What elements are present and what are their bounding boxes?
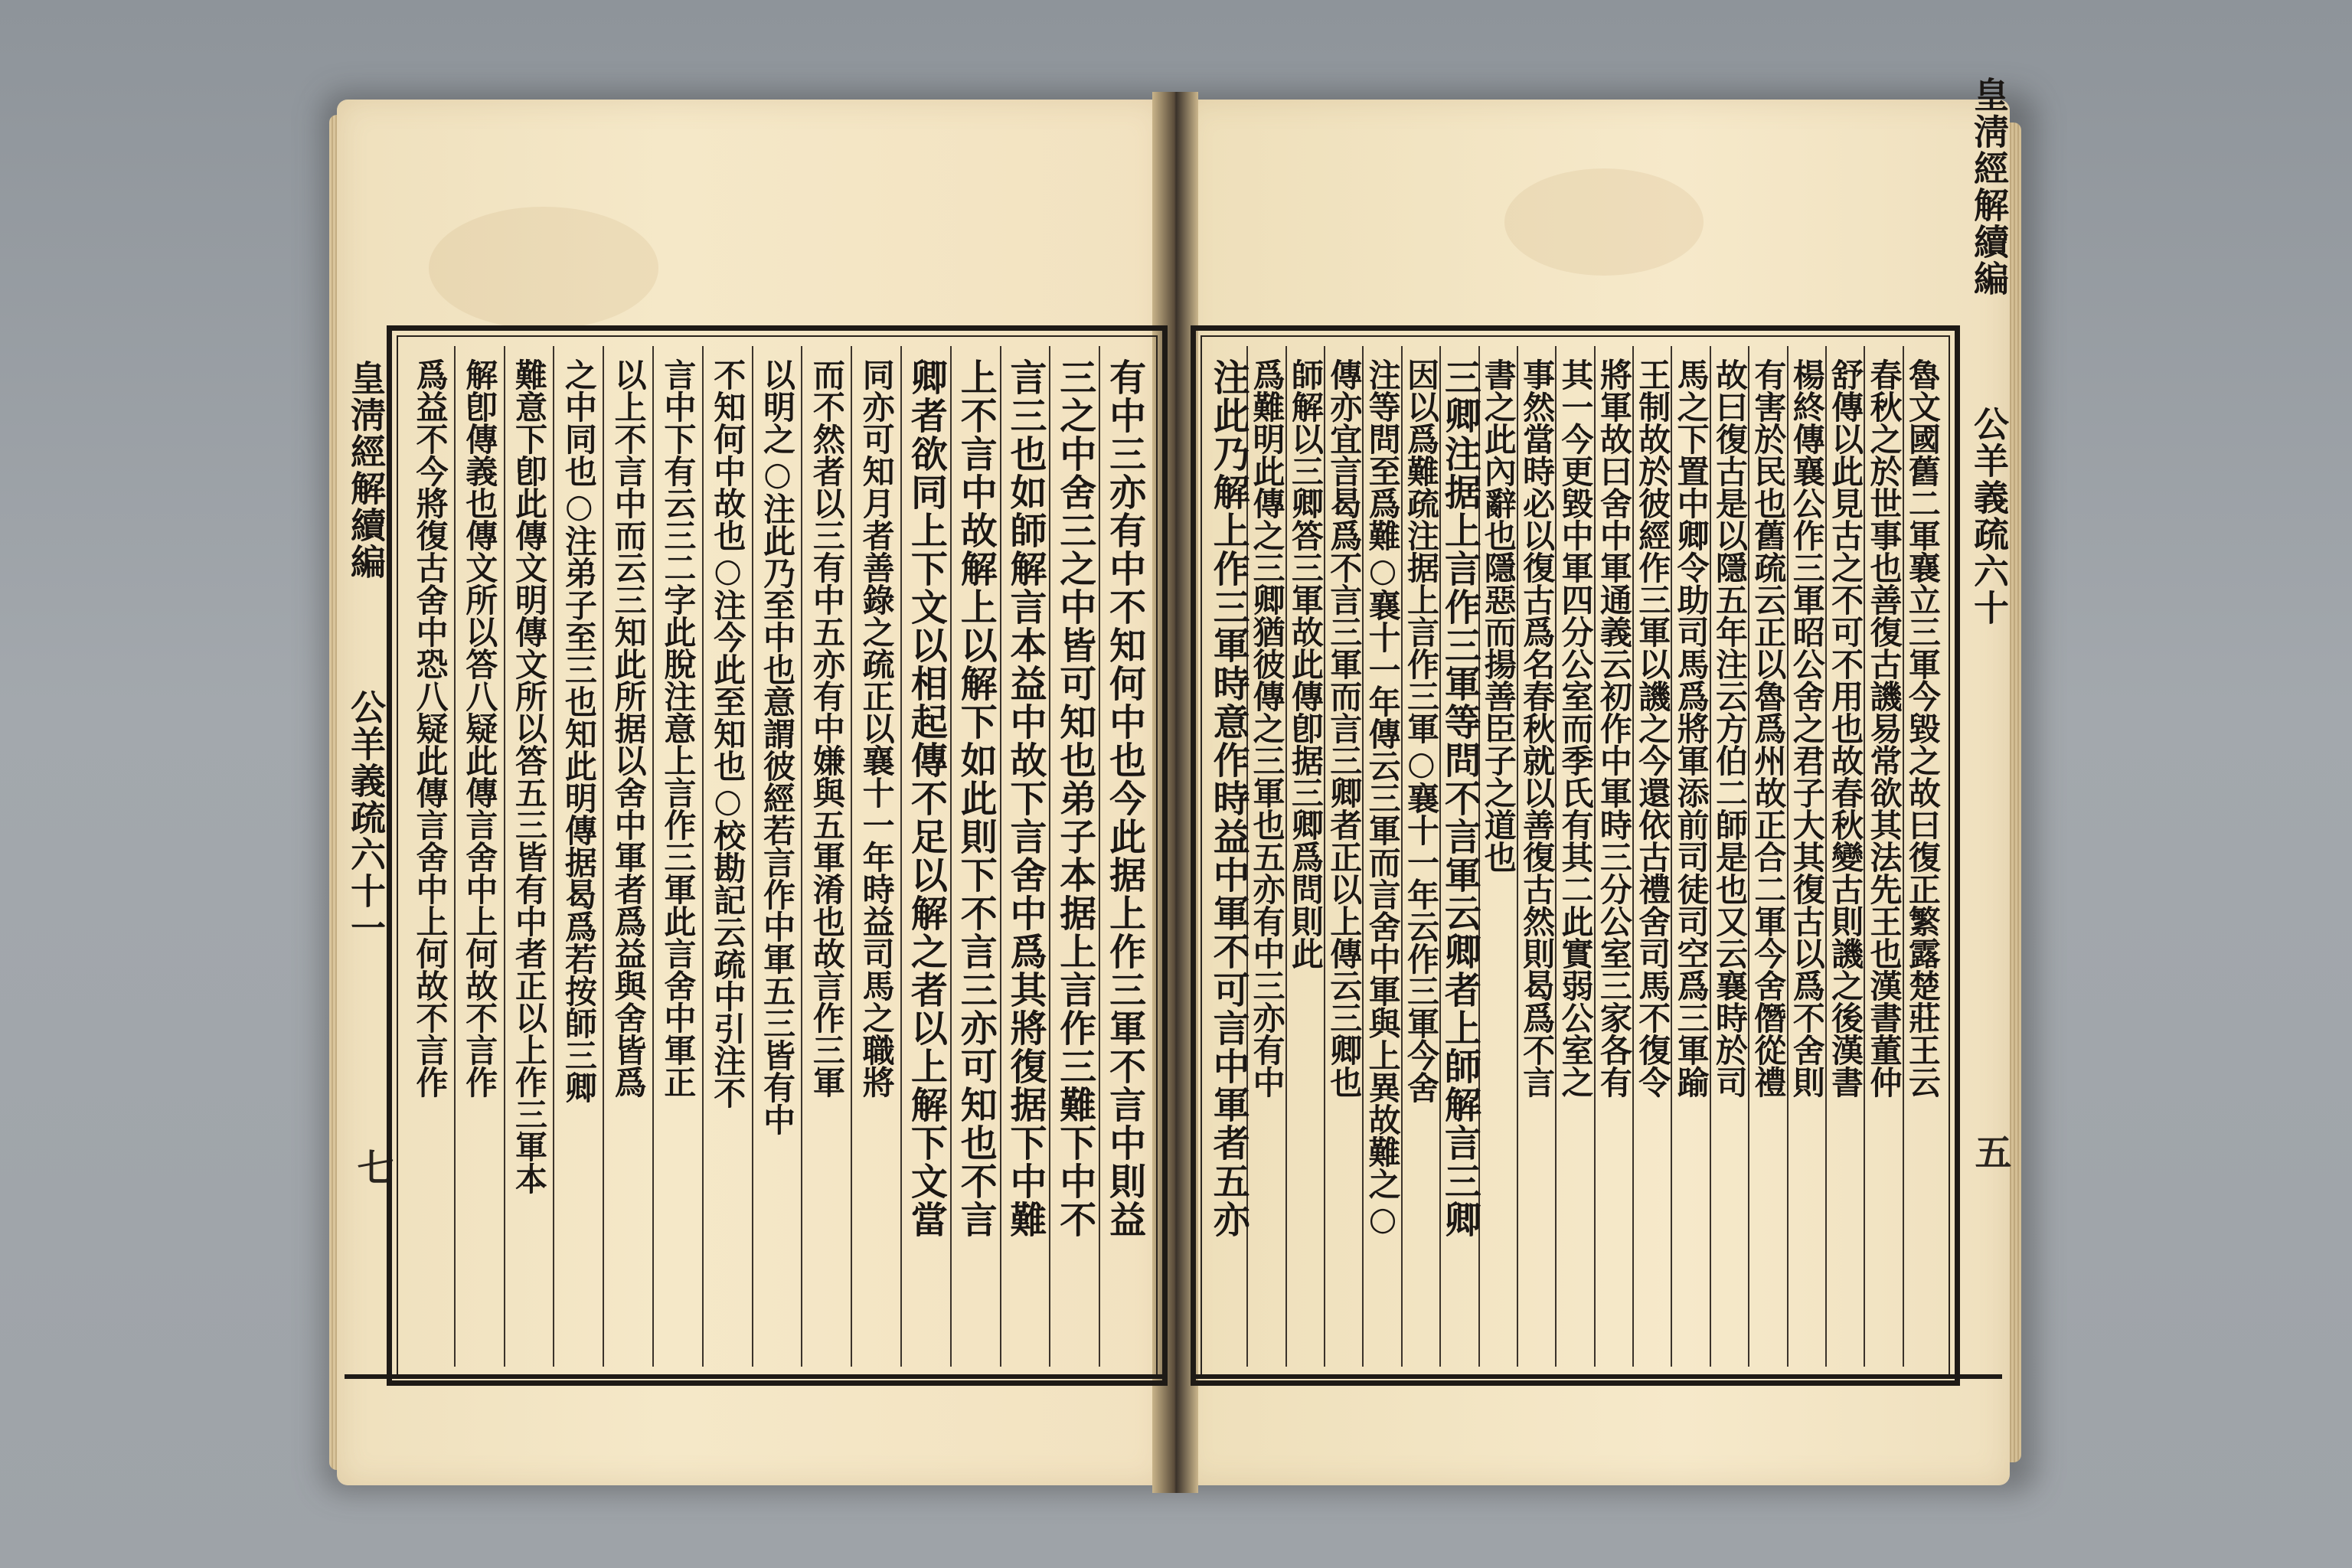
text-column (1825, 346, 1864, 1367)
text-column (702, 346, 752, 1367)
text-column (1324, 346, 1362, 1367)
column-text: 爲益不今將復古舍中恐八疑此傳言舍中上何故不言作 (411, 358, 449, 1098)
text-column (652, 346, 702, 1367)
column-text: 爲難明此傳之三卿猶彼傳之三軍也五亦有中三亦有中 (1248, 358, 1286, 1098)
right-margin-subtitle-text: 公羊義疏六十 (1968, 406, 2010, 626)
column-text: 舒傳以此見古之不可不用也故春秋變古則譏之後漢書 (1827, 358, 1865, 1098)
right-text-frame (1191, 325, 1960, 1386)
text-column (1787, 346, 1825, 1367)
left-text-frame (387, 325, 1168, 1386)
column-text: 難意下卽此傳文明傳文所以答五三皆有中者正以上作三軍本 (511, 358, 549, 1194)
column-text: 三之中舍三之中皆可知也弟子本据上言作三難下中不 (1053, 358, 1096, 1239)
text-column (553, 346, 603, 1367)
right-leaf-number: 五 (1968, 1133, 2011, 1170)
column-text: 書之此內辭也隱惡而揚善臣子之道也 (1479, 358, 1517, 873)
text-column (1478, 346, 1517, 1367)
column-text: 事然當時必以復古爲名春秋就以善復古然則曷爲不言 (1518, 358, 1557, 1098)
text-column (1438, 346, 1481, 1367)
left-margin-title (341, 360, 391, 946)
text-column (1000, 346, 1050, 1367)
column-text: 因以爲難疏注据上言作三軍○襄十一年云作三軍今舍 (1402, 358, 1440, 1103)
column-text: 有中三亦有中不知何中也今此据上作三軍不言中則益 (1102, 358, 1146, 1239)
left-frame-inner (397, 335, 1158, 1376)
right-bottom-rule (1191, 1374, 2002, 1379)
column-text: 之中同也○注弟子至三也知此明傳据曷爲若按師三卿 (560, 358, 598, 1103)
left-columns (406, 346, 1148, 1367)
column-text: 師解以三卿答三軍故此傳卽据三卿爲問則此 (1286, 358, 1325, 969)
column-text: 言三也如師解言本益中故下言舍中爲其將復据下中難 (1004, 358, 1047, 1239)
column-text: 卿者欲同上下文以相起傳不足以解之者以上解下文當 (904, 358, 948, 1239)
column-text: 有害於民也舊疏云正以魯爲州故正合二軍今舍僭從禮 (1749, 358, 1788, 1098)
column-text: 故曰復古是以隱五年注云方伯二師是也又云襄時於司 (1710, 358, 1749, 1098)
text-column (950, 346, 1000, 1367)
left-leaf-number: 七 (351, 1148, 394, 1185)
column-text: 魯文國舊二軍襄立三軍今毀之故曰復正繁露楚莊王云 (1903, 358, 1942, 1098)
text-column (1632, 346, 1671, 1367)
text-column (1099, 346, 1148, 1367)
column-text: 以明之○注此乃至中也意謂彼經若言作中軍五三皆有中 (759, 358, 797, 1135)
paper-stain (1504, 168, 1704, 276)
column-text: 上不言中故解上以解下如此則下不言三亦可知也不言 (954, 358, 998, 1239)
column-text: 將軍故曰舍中軍通義云初作中軍時三分公室三家各有 (1595, 358, 1633, 1098)
column-text: 王制故於彼經作三軍以譏之今還依古禮舍司馬不復令 (1634, 358, 1672, 1098)
text-column (603, 346, 652, 1367)
text-column (1517, 346, 1555, 1367)
text-column (1049, 346, 1099, 1367)
text-column (900, 346, 950, 1367)
paper-stain (429, 207, 658, 329)
text-column (1401, 346, 1439, 1367)
text-column (1246, 346, 1285, 1367)
text-column (1285, 346, 1324, 1367)
text-column (1671, 346, 1709, 1367)
text-column (851, 346, 900, 1367)
text-column (1903, 346, 1941, 1367)
right-margin-title (1964, 77, 2014, 626)
left-margin-subtitle-text: 公羊義疏六十一 (345, 689, 387, 946)
left-margin-title-text: 皇淸經解續編 (345, 360, 387, 580)
text-column (1594, 346, 1632, 1367)
column-text: 傳亦宜言曷爲不言三軍而言三卿者正以上傳云三卿也 (1325, 358, 1364, 1098)
column-text: 言中下有云三二字此脫注意上言作三軍此言舍中軍正 (659, 358, 697, 1098)
column-text: 解卽傳義也傳文所以答八疑此傳言舍中上何故不言作 (461, 358, 499, 1098)
column-text: 注等問至爲難○襄十一年傳云三軍而言舍中軍與上異故難之○ (1364, 358, 1402, 1237)
column-text: 不知何中故也○注今此至知也○校勘記云疏中引注不 (709, 358, 747, 1109)
column-text: 三卿注据上言作三軍等問不言軍云卿者上師解言三卿 (1438, 358, 1481, 1239)
text-column (406, 346, 454, 1367)
column-text: 以上不言中而云三知此所据以舍中軍者爲益與舍皆爲 (609, 358, 648, 1098)
column-text: 同亦可知月者善錄之疏正以襄十一年時益司馬之職將 (858, 358, 896, 1098)
column-text: 楊終傳襄公作三軍昭公舍之君子大其復古以爲不舍則 (1788, 358, 1826, 1098)
text-column (1555, 346, 1593, 1367)
text-column (801, 346, 851, 1367)
right-frame-inner (1200, 335, 1950, 1376)
text-column (504, 346, 554, 1367)
text-column (1748, 346, 1786, 1367)
column-text: 馬之下置中卿令助司馬爲將軍添前司徒司空爲三軍踰 (1672, 358, 1710, 1098)
text-column (1710, 346, 1748, 1367)
column-text: 春秋之於世事也善復古譏易常欲其法先王也漢書董仲 (1865, 358, 1903, 1098)
left-bottom-rule (345, 1374, 1164, 1379)
text-column (1362, 346, 1400, 1367)
text-column (752, 346, 802, 1367)
column-text: 注此乃解上作三軍時意作時益中軍不可言中軍者五亦 (1207, 358, 1250, 1239)
column-text: 其一今更毀中軍四分公室而季氏有其二此實弱公室之 (1557, 358, 1595, 1098)
text-column (454, 346, 504, 1367)
text-column (1864, 346, 1902, 1367)
right-margin-title-text: 皇淸經解續編 (1968, 77, 2010, 297)
column-text: 而不然者以三有中五亦有中嫌與五軍淆也故言作三軍 (808, 358, 846, 1098)
text-column (1207, 346, 1250, 1367)
right-columns (1207, 346, 1942, 1367)
